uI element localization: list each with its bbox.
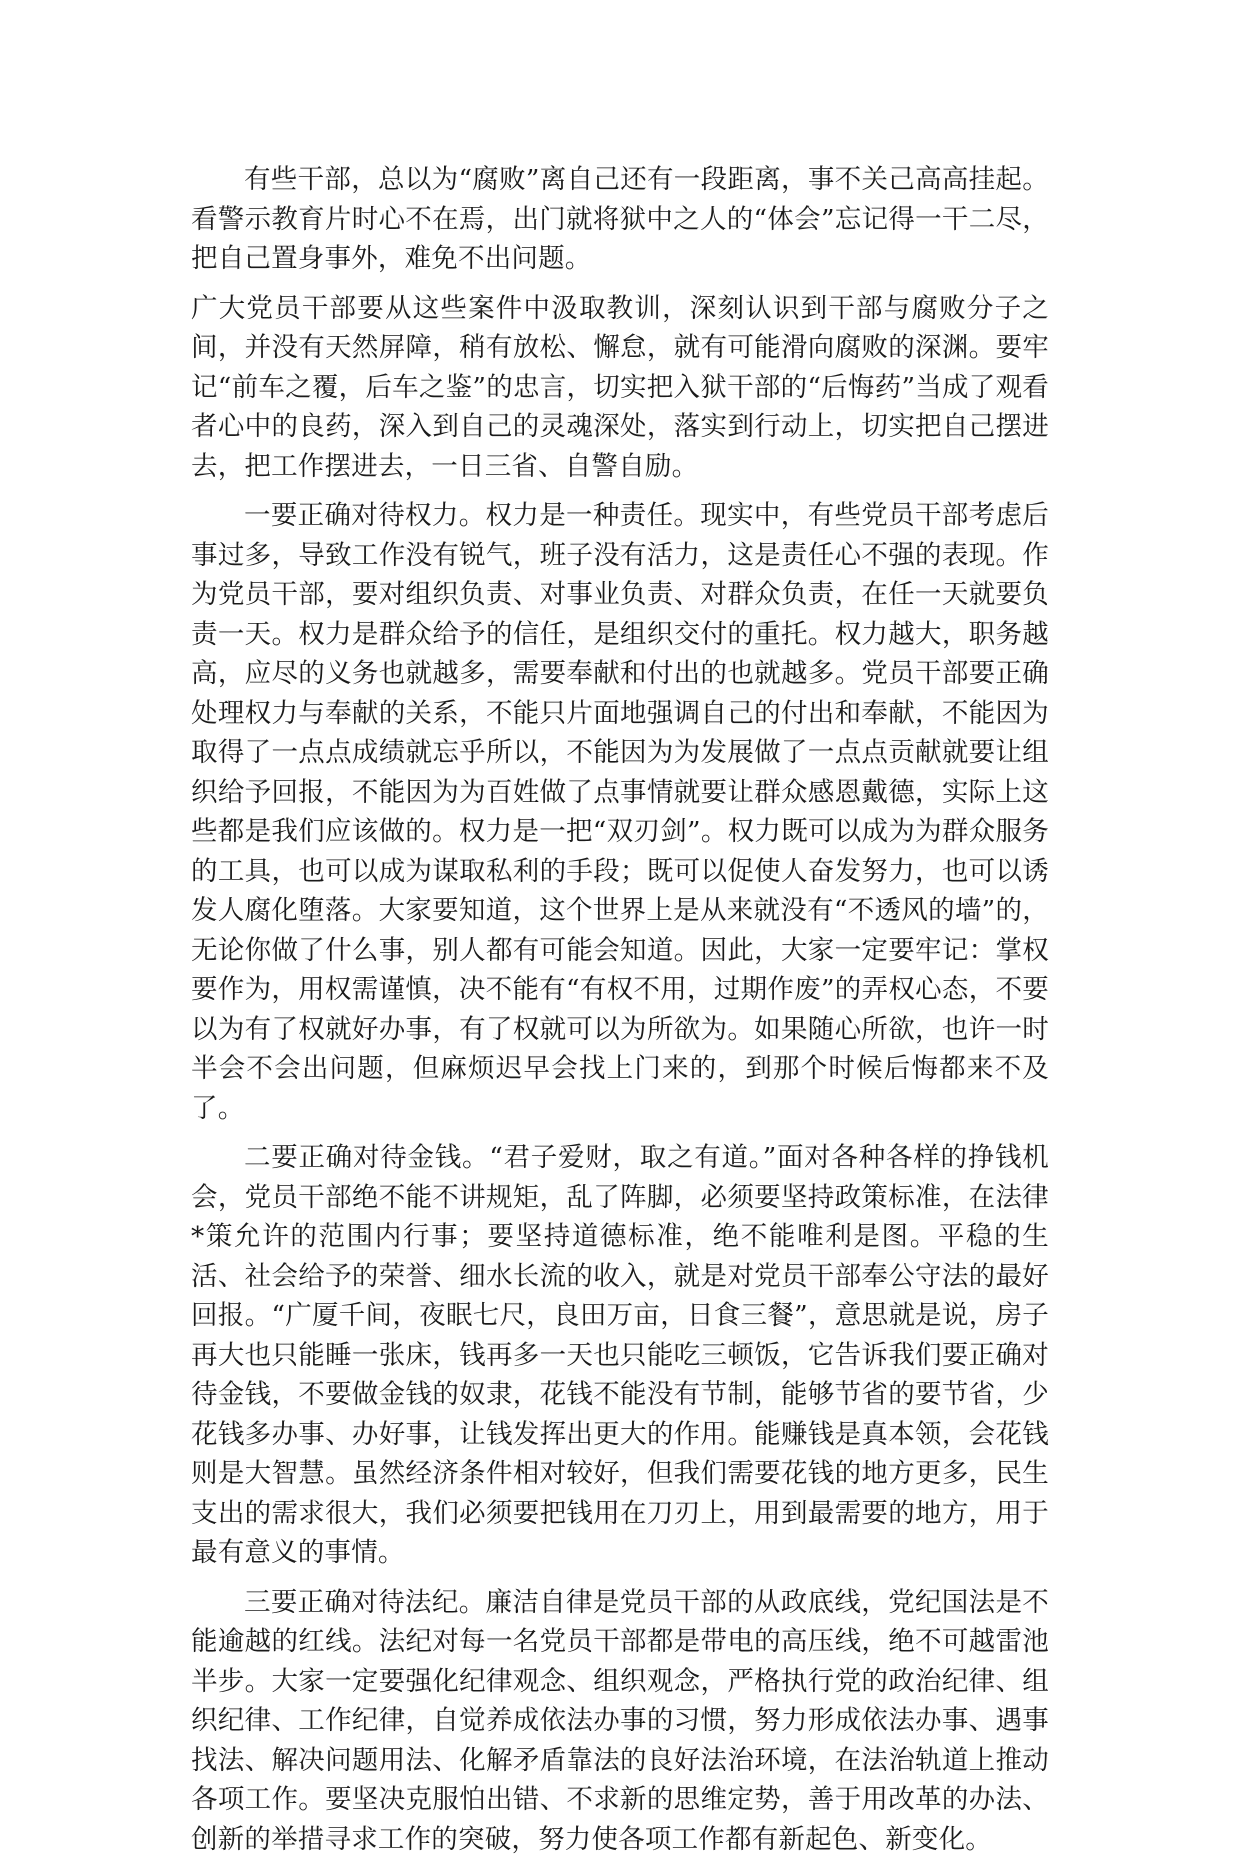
paragraph-4: 二要正确对待金钱。“君子爱财，取之有道。”面对各种各样的挣钱机会，党员干部绝不能不讲规矩，乱了阵脚，必须要坚持政策标准，在法律*策允许的范围内行事；要坚持道德标准，绝不能唯利是图。平稳的生活、社会给予的荣誉、细水长流的收入，就是对党员干部奉公守法的最好回报。“广厦千间，夜眠七尺，良田万亩，日食三餐”，意思就是说，房子再大也只能睡一张床，钱再多一天也只能吃三顿饭，它告诉我们要正确对待金钱，不要做金钱的奴隶，花钱不能没有节制，能够节省的要节省，少花钱多办事、办好事，让钱发挥出更大的作用。能赚钱是真本领，会花钱则是大智慧。虽然经济条件相对较好，但我们需要花钱的地方更多，民生支出的需求很大，我们必须要把钱用在刀刃上，用到最需要的地方，用于最有意义的事情。	[191, 1142, 1049, 1568]
document-body	[191, 160, 1049, 1869]
paragraph-2: 广大党员干部要从这些案件中汲取教训，深刻认识到干部与腐败分子之间，并没有天然屏障，稍有放松、懈怠，就有可能滑向腐败的深渊。要牢记“前车之覆，后车之鉴”的忠言，切实把入狱干部的“后悔药”当成了观看者心中的良药，深入到自己的灵魂深处，落实到行动上，切实把自己摆进去，把工作摆进去，一日三省、自警自励。	[191, 292, 1049, 482]
paragraph-5: 三要正确对待法纪。廉洁自律是党员干部的从政底线，党纪国法是不能逾越的红线。法纪对每一名党员干部都是带电的高压线，绝不可越雷池半步。大家一定要强化纪律观念、组织观念，严格执行党的政治纪律、组织纪律、工作纪律，自觉养成依法办事的习惯，努力形成依法办事、遇事找法、解决问题用法、化解矛盾靠法的良好法治环境，在法治轨道上推动各项工作。要坚决克服怕出错、不求新的思维定势，善于用改革的办法、创新的举措寻求工作的突破，努力使各项工作都有新起色、新变化。	[191, 1586, 1049, 1855]
paragraph-3: 一要正确对待权力。权力是一种责任。现实中，有些党员干部考虑后事过多，导致工作没有锐气，班子没有活力，这是责任心不强的表现。作为党员干部，要对组织负责、对事业负责、对群众负责，在任一天就要负责一天。权力是群众给予的信任，是组织交付的重托。权力越大，职务越高，应尽的义务也就越多，需要奉献和付出的也就越多。党员干部要正确处理权力与奉献的关系，不能只片面地强调自己的付出和奉献，不能因为取得了一点点成绩就忘乎所以，不能因为为发展做了一点点贡献就要让组织给予回报，不能因为为百姓做了点事情就要让群众感恩戴德，实际上这些都是我们应该做的。权力是一把“双刃剑”。权力既可以成为为群众服务的工具，也可以成为谋取私利的手段；既可以促使人奋发努力，也可以诱发人腐化堕落。大家要知道，这个世界上是从来就没有“不透风的墙”的，无论你做了什么事，别人都有可能会知道。因此，大家一定要牢记：掌权要作为，用权需谨慎，决不能有“有权不用，过期作废”的弄权心态，不要以为有了权就好办事，有了权就可以为所欲为。如果随心所欲，也许一时半会不会出问题，但麻烦迟早会找上门来的，到那个时候后悔都来不及了。	[191, 500, 1049, 1124]
paragraph-1: 有些干部，总以为“腐败”离自己还有一段距离，事不关己高高挂起。看警示教育片时心不在焉，出门就将狱中之人的“体会”忘记得一干二尽，把自己置身事外，难免不出问题。	[191, 164, 1049, 274]
